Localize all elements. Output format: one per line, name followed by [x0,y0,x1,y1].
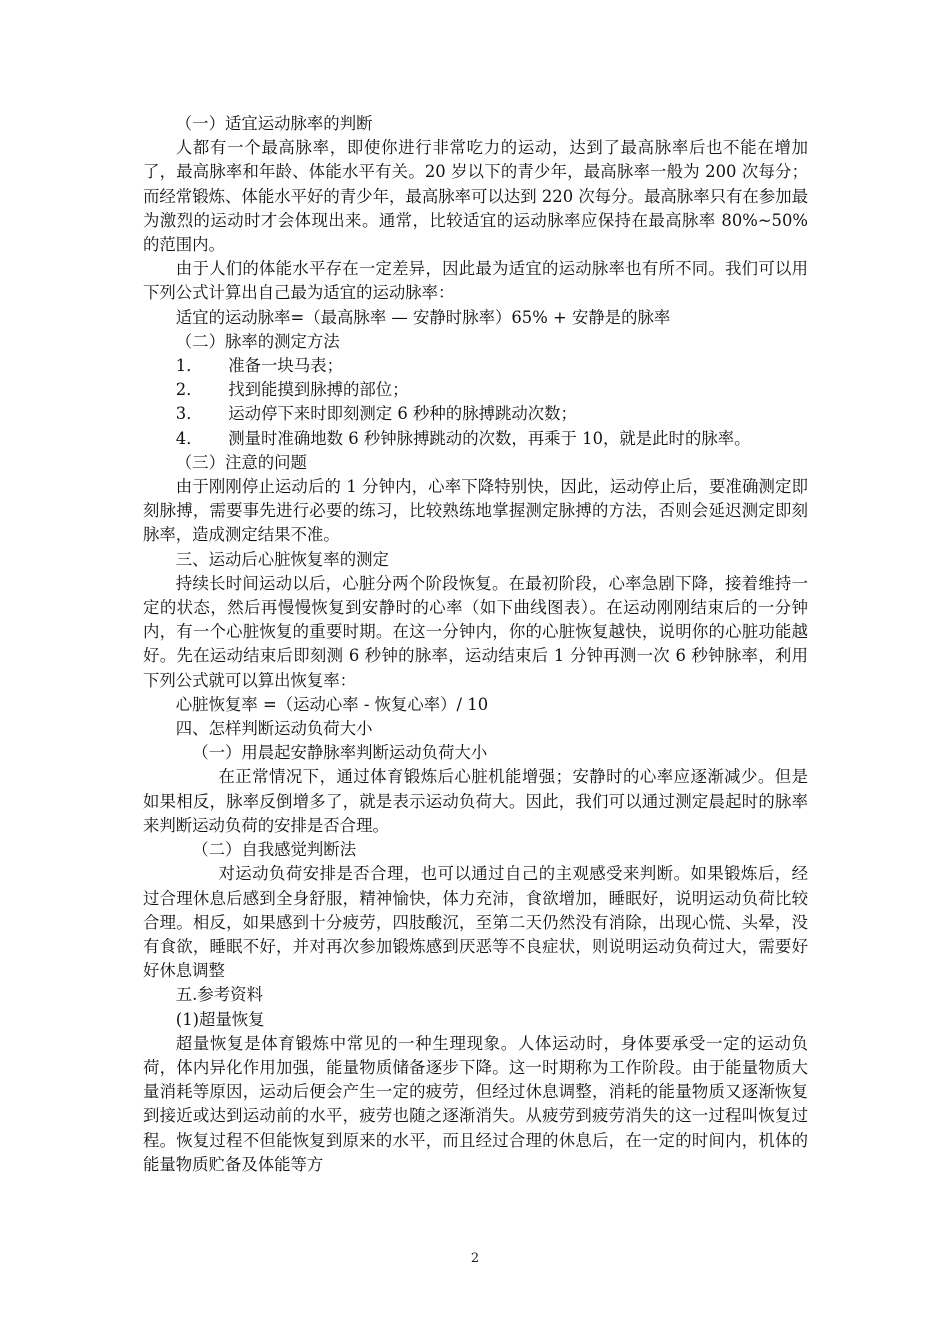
list-text: 找到能摸到脉搏的部位； [228,380,409,400]
paragraph-self-perception: 对运动负荷安排是否合理，也可以通过自己的主观感受来判断。如果锻炼后，经过合理休息后感到全身舒服，精神愉快，体力充沛，食欲增加，睡眠好，说明运动负荷比较合理。相反，如果感到十分疲劳，四肢酸沉，至第二天仍然没有消除，出现心慌、头晕，没有食欲，睡眠不好，并对再次参加锻炼感到厌恶等不良症状，则说明运动负荷过大，需要好好休息调整 [143,864,808,981]
heading-measure-method: （二）脉率的测定方法 [175,331,340,351]
heading-references: 五.参考资料 [175,985,263,1005]
subheading-supercompensation: (1)超量恢复 [175,1009,265,1029]
paragraph-morning-pulse: 在正常情况下，通过体育锻炼后心脏机能增强；安静时的心率应逐渐减少。但是如果相反，脉率反倒增多了，就是表示运动负荷大。因此，我们可以通过测定晨起时的脉率来判断运动负荷的安排是否合理。 [143,767,808,835]
list-text: 运动停下来时即刻测定 6 秒种的脉搏跳动次数； [228,404,577,424]
list-item [143,354,808,378]
list-item [143,378,808,402]
paragraph-fitness-difference: 由于人们的体能水平存在一定差异，因此最为适宜的运动脉率也有所不同。我们可以用下列公式计算出自己最为适宜的运动脉率： [143,259,808,303]
paragraph-supercompensation: 超量恢复是体育锻炼中常见的一种生理现象。人体运动时，身体要承受一定的运动负荷，体内异化作用加强，能量物质储备逐步下降。这一时期称为工作阶段。由于能量物质大量消耗等原因，运动后便会产生一定的疲劳，但经过休息调整，消耗的能量物质又逐渐恢复到接近或达到运动前的水平，疲劳也随之逐渐消失。从疲劳到疲劳消失的这一过程叫恢复过程。恢复过程不但能恢复到原来的水平，而且经过合理的休息后，在一定的时间内，机体的能量物质贮备及体能等方 [143,1033,808,1174]
subheading-morning-pulse: （一）用晨起安静脉率判断运动负荷大小 [192,743,488,763]
formula-heart-recovery: 心脏恢复率 =（运动心率 - 恢复心率）/ 10 [175,694,489,714]
paragraph-notes: 由于刚刚停止运动后的 1 分钟内，心率下降特别快，因此，运动停止后，要准确测定即刻脉搏，需要事先进行必要的练习，比较熟练地掌握测定脉搏的方法，否则会延迟测定即刻脉率，造成测定结果不准。 [143,477,808,545]
heading-judge-load: 四、怎样判断运动负荷大小 [175,719,373,739]
list-item [143,427,808,451]
heading-notes: （三）注意的问题 [175,452,307,472]
list-number: 4． [175,428,203,448]
list-number: 1． [175,356,203,376]
list-number: 3． [175,404,203,424]
list-text: 测量时准确地数 6 秒钟脉搏跳动的次数，再乘于 10，就是此时的脉率。 [228,428,751,448]
page-number: 2 [470,1251,480,1266]
subheading-self-perception: （二）自我感觉判断法 [192,840,357,860]
paragraph-heart-recovery: 持续长时间运动以后，心脏分两个阶段恢复。在最初阶段，心率急剧下降，接着维持一定的状态，然后再慢慢恢复到安静时的心率（如下曲线图表）。在运动刚刚结束后的一分钟内，有一个心脏恢复的重要时期。在这一分钟内，你的心脏恢复越快，说明你的心脏功能越好。先在运动结束后即刻测 6 秒钟的脉率，运动结束后 1 分钟再测一次 6 秒钟脉率，利用下列公式就可以算出恢复率： [143,573,808,690]
document-body [143,112,808,1177]
heading-suitable-pulse: （一）适宜运动脉率的判断 [175,114,373,133]
list-number: 2． [175,380,203,400]
list-text: 准备一块马表； [228,356,343,376]
heading-heart-recovery: 三、运动后心脏恢复率的测定 [175,549,389,569]
formula-suitable-pulse: 适宜的运动脉率=（最高脉率 — 安静时脉率）65% + 安静是的脉率 [175,307,671,327]
paragraph-max-pulse: 人都有一个最高脉率，即使你进行非常吃力的运动，达到了最高脉率后也不能在增加了，最高脉率和年龄、体能水平有关。20 岁以下的青少年，最高脉率一般为 200 次每分；而经常锻炼、体能水平好的青少年，最高脉率可以达到 220 次每分。最高脉率只有在参加最为激烈的运动时才会体现出来。通常，比较适宜的运动脉率应保持在最高脉率 80%~50%的范围内。 [143,138,808,255]
list-item [143,402,808,426]
